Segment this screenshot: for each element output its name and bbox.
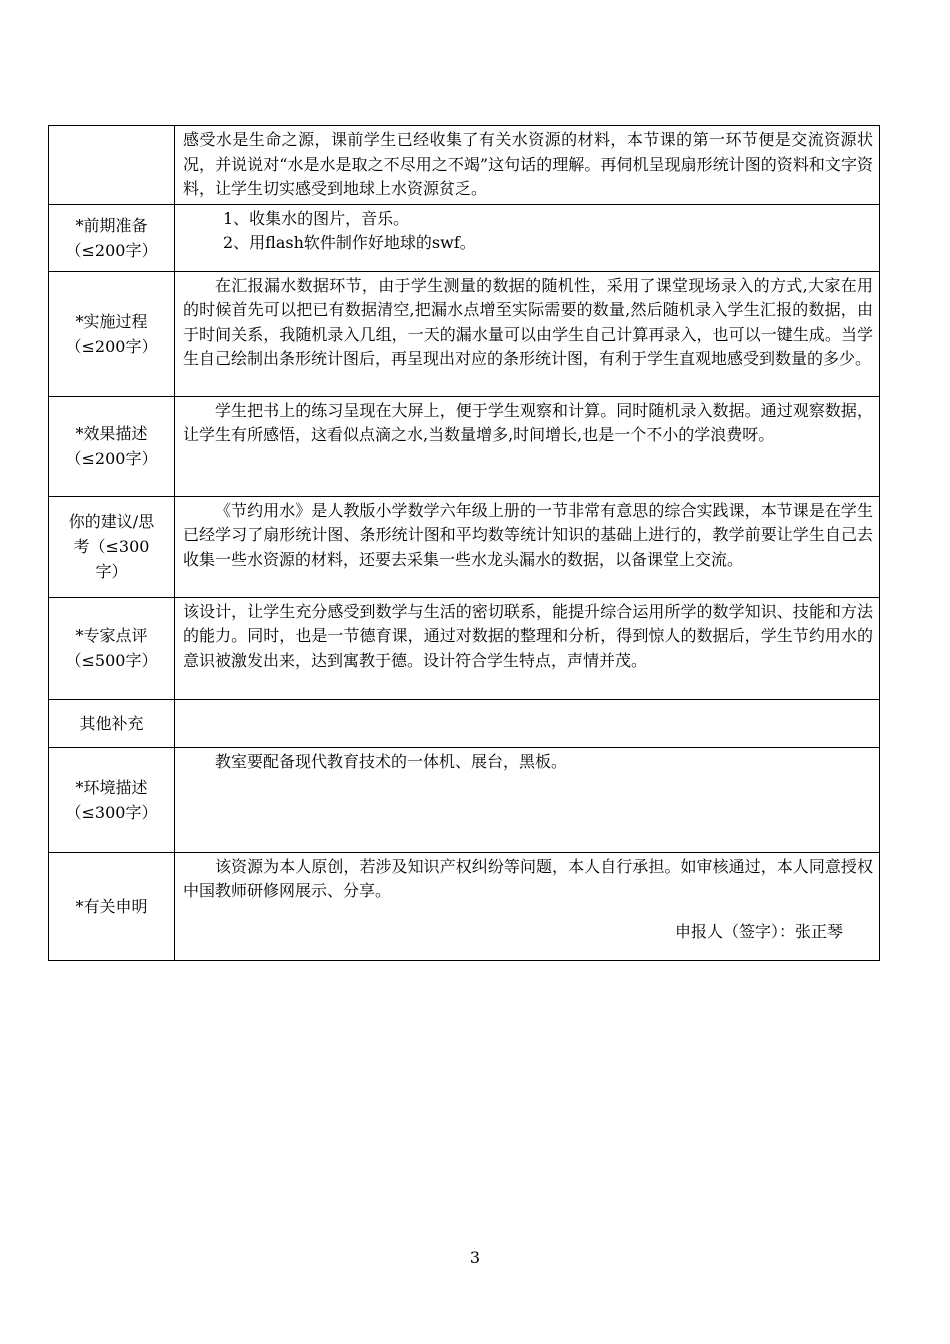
preparation-content bbox=[175, 204, 880, 271]
table-row-intro bbox=[49, 126, 880, 205]
environment-text: 教室要配备现代教育技术的一体机、展台，黑板。 bbox=[215, 751, 568, 771]
row-label-preparation bbox=[49, 204, 175, 271]
row-label-effect bbox=[49, 396, 175, 496]
table-row-suggestion bbox=[49, 496, 880, 597]
implementation-content bbox=[175, 271, 880, 396]
expert-text: 该设计，让学生充分感受到数学与生活的密切联系，能提升综合运用所学的数学知识、技能和方法的能力。同时，也是一节德育课，通过对数据的整理和分析，得到惊人的数据后，学生节约用水的意识被激发出来，达到寓教于德。设计符合学生特点，声情并茂。 bbox=[183, 601, 873, 670]
intro-text: 感受水是生命之源，课前学生已经收集了有关水资源的材料，本节课的第一环节便是交流资源状况，并说说对“水是水是取之不尽用之不竭”这句话的理解。再伺机呈现扇形统计图的资料和文字资料，让学生切实感受到地球上水资源贫乏。 bbox=[183, 130, 873, 198]
row-label-environment bbox=[49, 747, 175, 852]
preparation-item-1: 1、收集水的图片，音乐。 bbox=[223, 208, 410, 228]
other-content bbox=[175, 699, 880, 747]
table-row-expert bbox=[49, 597, 880, 699]
signature-line: 申报人（签字）：张正琴 bbox=[674, 921, 843, 941]
table-row-environment bbox=[49, 747, 880, 852]
row-label-empty bbox=[49, 126, 175, 205]
row-label-implementation bbox=[49, 271, 175, 396]
table-row-declaration bbox=[49, 852, 880, 960]
declaration-label: *有关申明 bbox=[75, 896, 148, 916]
suggestion-content bbox=[175, 496, 880, 597]
effect-label: *效果描述（≤200字） bbox=[65, 424, 158, 468]
other-label: 其他补充 bbox=[79, 713, 144, 733]
implementation-text: 在汇报漏水数据环节，由于学生测量的数据的随机性，采用了课堂现场录入的方式,大家在用的时候首先可以把已有数据清空,把漏水点增至实际需要的数量,然后随机录入学生汇报的数据，由于时间关系，我随机录入几组，一天的漏水量可以由学生自己计算再录入，也可以一键生成。当学生自己绘制出条形统计图后，再呈现出对应的条形统计图，有利于学生直观地感受到数量的多少。 bbox=[183, 275, 873, 368]
intro-content bbox=[175, 126, 880, 205]
expert-content bbox=[175, 597, 880, 699]
row-label-suggestion bbox=[49, 496, 175, 597]
suggestion-label: 你的建议/思考（≤300字） bbox=[68, 512, 155, 581]
expert-label: *专家点评（≤500字） bbox=[65, 626, 158, 670]
preparation-label: *前期准备（≤200字） bbox=[65, 215, 158, 260]
row-label-declaration bbox=[49, 852, 175, 960]
suggestion-text: 《节约用水》是人教版小学数学六年级上册的一节非常有意思的综合实践课，本节课是在学生已经学习了扇形统计图、条形统计图和平均数等统计知识的基础上进行的，教学前要让学生自己去收集一些水资源的材料，还要去采集一些水龙头漏水的数据，以备课堂上交流。 bbox=[183, 500, 873, 569]
table-row-implementation bbox=[49, 271, 880, 396]
table-row-preparation bbox=[49, 204, 880, 271]
effect-text: 学生把书上的练习呈现在大屏上，便于学生观察和计算。同时随机录入数据。通过观察数据，让学生有所感悟，这看似点滴之水,当数量增多,时间增长,也是一个不小的学浪费呀。 bbox=[183, 400, 873, 444]
environment-content bbox=[175, 747, 880, 852]
implementation-label: *实施过程（≤200字） bbox=[65, 311, 158, 356]
row-label-other bbox=[49, 699, 175, 747]
environment-label: *环境描述（≤300字） bbox=[65, 777, 158, 822]
row-label-expert bbox=[49, 597, 175, 699]
effect-content bbox=[175, 396, 880, 496]
declaration-text: 该资源为本人原创，若涉及知识产权纠纷等问题，本人自行承担。如审核通过，本人同意授权中国教师研修网展示、分享。 bbox=[183, 856, 873, 900]
table-row-effect bbox=[49, 396, 880, 496]
declaration-content bbox=[175, 852, 880, 960]
page-number: 3 bbox=[469, 1248, 481, 1267]
table-row-other bbox=[49, 699, 880, 747]
resource-form-table bbox=[48, 125, 880, 961]
preparation-item-2: 2、用flash软件制作好地球的swf。 bbox=[223, 233, 476, 252]
